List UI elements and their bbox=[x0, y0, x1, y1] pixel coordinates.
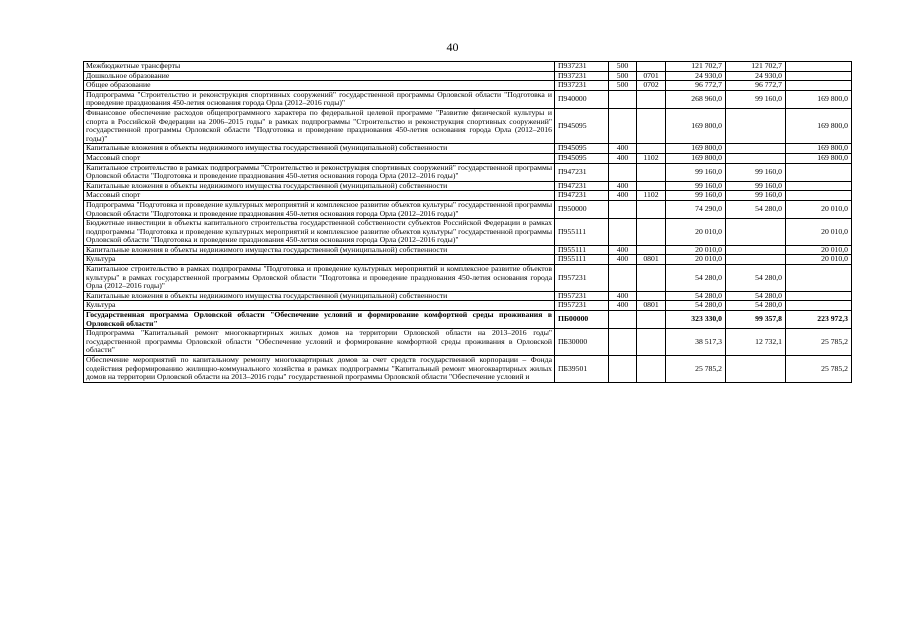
cell-amount-3: 223 972,3 bbox=[786, 311, 852, 329]
cell-total: 54 280,0 bbox=[666, 301, 726, 311]
cell-rz bbox=[637, 265, 666, 292]
cell-vr bbox=[609, 200, 637, 218]
cell-total: 169 800,0 bbox=[666, 144, 726, 154]
table-row bbox=[84, 81, 852, 91]
cell-total: 54 280,0 bbox=[666, 291, 726, 301]
table-row bbox=[84, 144, 852, 154]
cell-name: Капитальные вложения в объекты недвижимого имущества государственной (муниципальной) собственности bbox=[84, 245, 555, 255]
cell-amount-2: 96 772,7 bbox=[726, 81, 786, 91]
cell-total: 99 160,0 bbox=[666, 181, 726, 191]
cell-rz bbox=[637, 144, 666, 154]
cell-rz: 0801 bbox=[637, 255, 666, 265]
cell-name: Межбюджетные трансферты bbox=[84, 62, 555, 72]
cell-rz: 1102 bbox=[637, 191, 666, 201]
cell-name: Государственная программа Орловской области "Обеспечение условий и формирование комфортной среды проживания в Орловской области" bbox=[84, 311, 555, 329]
cell-code: П937231 bbox=[555, 62, 609, 72]
cell-total: 169 800,0 bbox=[666, 153, 726, 163]
cell-name: Культура bbox=[84, 301, 555, 311]
cell-name: Массовый спорт bbox=[84, 153, 555, 163]
table-body bbox=[84, 62, 852, 383]
cell-rz bbox=[637, 108, 666, 143]
table-row bbox=[84, 62, 852, 72]
cell-amount-2 bbox=[726, 245, 786, 255]
cell-code: ПБ30000 bbox=[555, 329, 609, 356]
cell-amount-2: 99 160,0 bbox=[726, 181, 786, 191]
cell-code: П950000 bbox=[555, 200, 609, 218]
cell-total: 74 290,0 bbox=[666, 200, 726, 218]
cell-code: П937231 bbox=[555, 81, 609, 91]
cell-vr bbox=[609, 329, 637, 356]
cell-vr: 500 bbox=[609, 71, 637, 81]
cell-vr: 400 bbox=[609, 245, 637, 255]
cell-amount-3 bbox=[786, 265, 852, 292]
cell-code: П955111 bbox=[555, 219, 609, 246]
cell-amount-2: 99 357,8 bbox=[726, 311, 786, 329]
cell-code: П947231 bbox=[555, 163, 609, 181]
cell-code: П945095 bbox=[555, 108, 609, 143]
cell-code: П945095 bbox=[555, 153, 609, 163]
cell-total: 121 702,7 bbox=[666, 62, 726, 72]
cell-amount-3: 25 785,2 bbox=[786, 329, 852, 356]
cell-total: 99 160,0 bbox=[666, 163, 726, 181]
cell-amount-3 bbox=[786, 81, 852, 91]
cell-vr bbox=[609, 265, 637, 292]
cell-name: Бюджетные инвестиции в объекты капитального строительства государственной собственности субъектов Российской Федерации в рамках подпрограммы "Подготовка и проведение культурных мероприятий и комплексное развитие объектов культуры" государственной программы Орловской области "Подготовка и проведение празднования 450-летия основания города Орла (2012–2016 годы)" bbox=[84, 219, 555, 246]
cell-amount-2: 99 160,0 bbox=[726, 191, 786, 201]
cell-rz: 0801 bbox=[637, 301, 666, 311]
table-row bbox=[84, 245, 852, 255]
cell-total: 20 010,0 bbox=[666, 219, 726, 246]
cell-amount-3 bbox=[786, 181, 852, 191]
cell-name: Подпрограмма "Подготовка и проведение культурных мероприятий и комплексное развитие объектов культуры" государственной программы Орловской области "Подготовка и проведение празднования 450-летия основания города Орла (2012–2016 годы)" bbox=[84, 200, 555, 218]
cell-code: П947231 bbox=[555, 191, 609, 201]
cell-rz: 0702 bbox=[637, 81, 666, 91]
cell-rz bbox=[637, 90, 666, 108]
cell-amount-3 bbox=[786, 301, 852, 311]
cell-amount-3: 169 800,0 bbox=[786, 90, 852, 108]
page-number: 40 bbox=[446, 40, 459, 54]
cell-rz bbox=[637, 311, 666, 329]
cell-name: Массовый спорт bbox=[84, 191, 555, 201]
cell-name: Капитальное строительство в рамках подпрограммы "Подготовка и проведение культурных мероприятий и комплексное развитие объектов культуры" в рамках государственной программы Орловской области "Подготовка и проведение празднования 450-летия основания города Орла (2012–2016 годы)" bbox=[84, 265, 555, 292]
table-row bbox=[84, 163, 852, 181]
table-row bbox=[84, 200, 852, 218]
table-row bbox=[84, 329, 852, 356]
cell-rz bbox=[637, 219, 666, 246]
table-row bbox=[84, 108, 852, 143]
cell-amount-3 bbox=[786, 291, 852, 301]
cell-rz bbox=[637, 356, 666, 383]
cell-code: ПБ00000 bbox=[555, 311, 609, 329]
cell-vr bbox=[609, 90, 637, 108]
cell-amount-3 bbox=[786, 71, 852, 81]
cell-code: П957231 bbox=[555, 291, 609, 301]
cell-amount-2: 54 280,0 bbox=[726, 200, 786, 218]
cell-total: 268 960,0 bbox=[666, 90, 726, 108]
cell-code: ПБ39501 bbox=[555, 356, 609, 383]
cell-total: 25 785,2 bbox=[666, 356, 726, 383]
table-row bbox=[84, 71, 852, 81]
cell-amount-3: 20 010,0 bbox=[786, 200, 852, 218]
cell-amount-3: 25 785,2 bbox=[786, 356, 852, 383]
cell-vr: 400 bbox=[609, 255, 637, 265]
table-row bbox=[84, 90, 852, 108]
cell-total: 24 930,0 bbox=[666, 71, 726, 81]
cell-total: 20 010,0 bbox=[666, 245, 726, 255]
cell-amount-2: 12 732,1 bbox=[726, 329, 786, 356]
cell-amount-2: 99 160,0 bbox=[726, 90, 786, 108]
cell-amount-3 bbox=[786, 62, 852, 72]
table-row bbox=[84, 219, 852, 246]
cell-amount-2: 54 280,0 bbox=[726, 265, 786, 292]
cell-name: Подпрограмма "Строительство и реконструкция спортивных сооружений" государственной программы Орловской области "Подготовка и проведение празднования 450-летия основания города Орла (2012–2016 годы)" bbox=[84, 90, 555, 108]
cell-name: Капитальные вложения в объекты недвижимого имущества государственной (муниципальной) собственности bbox=[84, 291, 555, 301]
cell-amount-2 bbox=[726, 153, 786, 163]
cell-amount-2: 54 280,0 bbox=[726, 301, 786, 311]
cell-total: 96 772,7 bbox=[666, 81, 726, 91]
cell-total: 99 160,0 bbox=[666, 191, 726, 201]
cell-name: Подпрограмма "Капитальный ремонт многоквартирных жилых домов на территории Орловской области на 2013–2016 годы" государственной программы Орловской области "Обеспечение условий и формирование комфортной среды проживания в Орловской области" bbox=[84, 329, 555, 356]
cell-name: Обеспечение мероприятий по капитальному ремонту многоквартирных домов за счет средств государственной корпорации – Фонда содействия реформированию жилищно-коммунального хозяйства в рамках подпрограммы "Капитальный ремонт многоквартирных жилых домов на территории Орловской области на 2013–2016 годы" государственной программы Орловской области "Обеспечение условий и bbox=[84, 356, 555, 383]
cell-vr bbox=[609, 163, 637, 181]
cell-rz bbox=[637, 245, 666, 255]
table-row bbox=[84, 255, 852, 265]
cell-code: П957231 bbox=[555, 265, 609, 292]
table-row bbox=[84, 153, 852, 163]
cell-rz: 0701 bbox=[637, 71, 666, 81]
cell-amount-3: 20 010,0 bbox=[786, 255, 852, 265]
cell-rz bbox=[637, 163, 666, 181]
cell-amount-3: 169 800,0 bbox=[786, 144, 852, 154]
table-row bbox=[84, 291, 852, 301]
cell-vr bbox=[609, 356, 637, 383]
table-row bbox=[84, 311, 852, 329]
cell-vr bbox=[609, 311, 637, 329]
cell-rz bbox=[637, 200, 666, 218]
cell-amount-3: 20 010,0 bbox=[786, 219, 852, 246]
cell-rz: 1102 bbox=[637, 153, 666, 163]
cell-amount-2 bbox=[726, 219, 786, 246]
cell-code: П945095 bbox=[555, 144, 609, 154]
cell-name: Общее образование bbox=[84, 81, 555, 91]
cell-total: 323 330,0 bbox=[666, 311, 726, 329]
cell-name: Капитальные вложения в объекты недвижимого имущества государственной (муниципальной) собственности bbox=[84, 181, 555, 191]
cell-amount-2 bbox=[726, 255, 786, 265]
cell-name: Культура bbox=[84, 255, 555, 265]
cell-total: 169 800,0 bbox=[666, 108, 726, 143]
cell-amount-2 bbox=[726, 108, 786, 143]
cell-rz bbox=[637, 181, 666, 191]
cell-total: 38 517,3 bbox=[666, 329, 726, 356]
cell-name: Дошкольное образование bbox=[84, 71, 555, 81]
cell-vr: 400 bbox=[609, 181, 637, 191]
cell-vr: 500 bbox=[609, 81, 637, 91]
cell-amount-2: 24 930,0 bbox=[726, 71, 786, 81]
cell-amount-2 bbox=[726, 144, 786, 154]
cell-amount-3: 20 010,0 bbox=[786, 245, 852, 255]
budget-table bbox=[83, 61, 852, 383]
cell-code: П955111 bbox=[555, 245, 609, 255]
cell-rz bbox=[637, 62, 666, 72]
cell-amount-3: 169 800,0 bbox=[786, 153, 852, 163]
cell-rz bbox=[637, 291, 666, 301]
cell-total: 54 280,0 bbox=[666, 265, 726, 292]
cell-vr bbox=[609, 219, 637, 246]
cell-amount-2: 54 280,0 bbox=[726, 291, 786, 301]
cell-name: Капитальное строительство в рамках подпрограммы "Строительство и реконструкция спортивных сооружений" государственной программы Орловской области "Подготовка и проведение празднования 450-летия основания города Орла (2012–2016 годы)" bbox=[84, 163, 555, 181]
cell-vr: 400 bbox=[609, 301, 637, 311]
table-row bbox=[84, 191, 852, 201]
cell-amount-3 bbox=[786, 163, 852, 181]
cell-vr: 400 bbox=[609, 291, 637, 301]
cell-name: Финансовое обеспечение расходов общепрограммного характера по федеральной целевой программе "Развитие физической культуры и спорта в Российской Федерации на 2006–2015 годы" в рамках подпрограммы "Строительство и реконструкция спортивных сооружений" государственной программы Орловской области "Подготовка и проведение празднования 450-летия основания города Орла (2012–2016 годы)" bbox=[84, 108, 555, 143]
cell-vr: 400 bbox=[609, 144, 637, 154]
cell-total: 20 010,0 bbox=[666, 255, 726, 265]
cell-name: Капитальные вложения в объекты недвижимого имущества государственной (муниципальной) собственности bbox=[84, 144, 555, 154]
cell-vr: 500 bbox=[609, 62, 637, 72]
cell-amount-2 bbox=[726, 356, 786, 383]
table-row bbox=[84, 181, 852, 191]
cell-amount-2: 99 160,0 bbox=[726, 163, 786, 181]
table-row bbox=[84, 356, 852, 383]
cell-vr: 400 bbox=[609, 191, 637, 201]
table-row bbox=[84, 265, 852, 292]
cell-amount-2: 121 702,7 bbox=[726, 62, 786, 72]
cell-code: П957231 bbox=[555, 301, 609, 311]
cell-rz bbox=[637, 329, 666, 356]
cell-code: П955111 bbox=[555, 255, 609, 265]
cell-amount-3: 169 800,0 bbox=[786, 108, 852, 143]
cell-amount-3 bbox=[786, 191, 852, 201]
cell-code: П940000 bbox=[555, 90, 609, 108]
cell-vr: 400 bbox=[609, 153, 637, 163]
cell-vr bbox=[609, 108, 637, 143]
cell-code: П947231 bbox=[555, 181, 609, 191]
table-row bbox=[84, 301, 852, 311]
cell-code: П937231 bbox=[555, 71, 609, 81]
